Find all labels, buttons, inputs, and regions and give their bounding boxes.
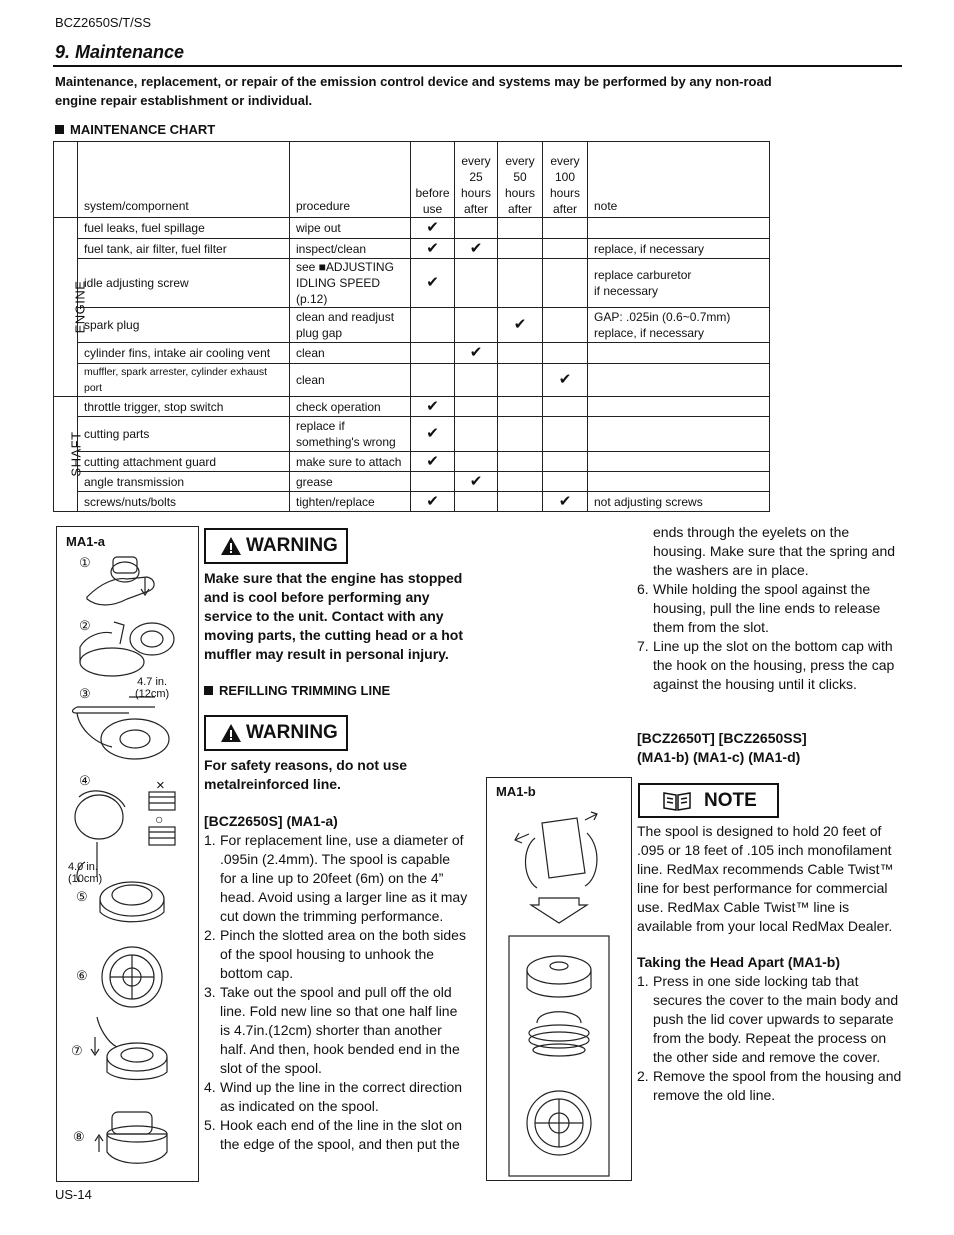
note-text: The spool is designed to hold 20 feet of .095 or 18 feet of .105 inch monofilament line. RedMax recommends Cable Twist™ line for best performance for commercial use. RedMax Cable Twist™ line is available from your local RedMax Dealer.	[637, 823, 894, 934]
check-mark-icon: ✔	[469, 472, 483, 490]
step-item	[204, 1116, 470, 1154]
warning-label: WARNING	[246, 722, 338, 743]
cell-note	[588, 417, 770, 452]
cell-h100	[543, 259, 588, 308]
figure-ma1-a	[56, 526, 199, 1182]
step-number-3: ③	[79, 686, 91, 701]
step-number: 5.	[204, 1117, 216, 1133]
bcz2650t-heading	[637, 729, 807, 767]
figure-label: MA1-a	[66, 534, 106, 549]
step-number-2: ②	[79, 618, 91, 633]
cell-procedure	[290, 452, 411, 472]
dimension-label-4-0in	[68, 861, 102, 885]
continued-paragraph: ends through the eyelets on the housing. Make sure that the spring and the washers are in place.	[653, 524, 896, 578]
cell-system: spark plug	[78, 308, 290, 343]
warning-triangle-icon	[220, 536, 242, 556]
step-text: Remove the spool from the housing and remove the old line.	[653, 1068, 902, 1103]
cell-h50	[498, 308, 543, 343]
cell-system: cutting attachment guard	[78, 452, 290, 472]
cell-procedure-line: inspect/clean	[296, 241, 367, 256]
cell-note-line: if necessary	[594, 284, 659, 298]
square-bullet-icon	[55, 125, 64, 134]
header-line: after	[507, 202, 532, 216]
step-number: 7.	[637, 638, 649, 654]
cell-procedure-line: see ■ADJUSTING	[296, 260, 394, 274]
header-line: 50	[513, 170, 527, 184]
check-mark-icon: ✔	[426, 219, 439, 236]
step-item	[637, 637, 903, 694]
step7-illustration	[91, 1017, 167, 1080]
cell-procedure	[290, 492, 411, 512]
column-header-50-hours	[498, 142, 543, 218]
cell-note-line: GAP: .025in (0.6~0.7mm)	[594, 310, 731, 324]
header-line: 100	[554, 170, 576, 184]
cell-procedure	[290, 308, 411, 343]
cell-h25	[455, 364, 498, 397]
cell-procedure-line: make sure to attach	[296, 454, 402, 469]
column-header-25-hours	[455, 142, 498, 218]
check-mark-icon: ✔	[426, 397, 439, 415]
cell-procedure-line: tighten/replace	[296, 494, 375, 509]
cell-note-line: replace, if necessary	[594, 241, 705, 256]
column-header-before-use	[411, 142, 455, 218]
cell-system: idle adjusting screw	[78, 259, 290, 308]
step-number-1: ①	[79, 555, 91, 570]
bcz2650s-steps	[204, 831, 470, 1154]
check-mark-icon: ✔	[426, 239, 439, 257]
cell-note	[588, 492, 770, 512]
check-mark-icon: ✔	[426, 492, 439, 510]
cell-before	[411, 218, 455, 239]
step3-illustration	[73, 697, 170, 759]
chart-row	[54, 308, 770, 343]
cell-h25	[455, 343, 498, 364]
cell-before	[411, 259, 455, 308]
correct-mark: ○	[155, 811, 164, 827]
header-line: after	[463, 202, 488, 216]
step-number-8: ⑧	[73, 1129, 85, 1144]
cell-note	[588, 218, 770, 239]
cell-before	[411, 472, 455, 492]
cell-before	[411, 492, 455, 512]
cell-procedure	[290, 472, 411, 492]
cell-before	[411, 452, 455, 472]
step-text: Take out the spool and pull off the old line. Fold new line so that one half line is 4.7in.(12cm) shorter than another half. And then, hook bended end in the slot of the spool.	[220, 984, 460, 1076]
step2-illustration	[80, 622, 174, 676]
column-header-system: system/compornent	[78, 142, 290, 218]
column-header-note: note	[588, 142, 770, 218]
step-text: Line up the slot on the bottom cap with the hook on the housing, press the cap against the housing until it clicks.	[653, 638, 895, 692]
warning-box-1	[204, 528, 348, 564]
header-line: every	[550, 154, 580, 168]
cell-h50	[498, 239, 543, 259]
check-mark-icon: ✔	[426, 452, 439, 470]
cell-h50	[498, 492, 543, 512]
cell-h100	[543, 452, 588, 472]
cell-note-line: replace, if necessary	[594, 326, 705, 340]
step-text: Press in one side locking tab that secures the cover to the main body and push the lid cover upwards to separate from the body. Repeat the process on the other side and remove the cover.	[653, 973, 899, 1065]
header-line: use	[422, 202, 443, 216]
step-number-6: ⑥	[76, 968, 88, 983]
check-mark-icon: ✔	[513, 316, 527, 333]
chart-row	[54, 492, 770, 512]
step-number-7: ⑦	[71, 1043, 83, 1058]
cell-h100	[543, 239, 588, 259]
step-item	[204, 926, 470, 983]
step-item	[637, 1067, 905, 1105]
cell-system: angle transmission	[78, 472, 290, 492]
header-line: before	[415, 186, 450, 200]
step-number: 4.	[204, 1079, 216, 1095]
warning-1-text: Make sure that the engine has stopped and is cool before performing any service to the unit. Contact with any moving parts, the cutting head or a hot muffler may result in personal injury.	[204, 570, 464, 662]
step-number-4: ④	[79, 773, 91, 788]
cell-h100	[543, 417, 588, 452]
dim-line: (12cm)	[135, 688, 170, 700]
group-label-engine	[54, 218, 88, 397]
cell-h50	[498, 417, 543, 452]
cell-h100	[543, 343, 588, 364]
check-mark-icon: ✔	[558, 492, 572, 510]
cell-h25	[455, 397, 498, 417]
title-divider	[53, 65, 902, 67]
cell-note-line: replace carburetor	[594, 268, 692, 282]
cell-h50	[498, 397, 543, 417]
square-bullet-icon	[204, 686, 213, 695]
cell-note	[588, 308, 770, 343]
refill-heading-text: REFILLING TRIMMING LINE	[219, 683, 391, 698]
cell-h25	[455, 492, 498, 512]
cell-h50	[498, 364, 543, 397]
cell-h25	[455, 472, 498, 492]
cell-note	[588, 239, 770, 259]
chart-row	[54, 364, 770, 397]
incorrect-mark: ×	[156, 777, 165, 794]
step-text: Hook each end of the line in the slot on the edge of the spool, and then put the	[220, 1117, 463, 1152]
cell-procedure	[290, 417, 411, 452]
cell-note	[588, 397, 770, 417]
cell-procedure-line: replace if	[296, 419, 345, 433]
bcz2650s-heading: [BCZ2650S] (MA1-a)	[204, 813, 338, 829]
cell-procedure	[290, 259, 411, 308]
chart-row	[54, 239, 770, 259]
step-text: For replacement line, use a diameter of .095in (2.4mm). The spool is capable for a line up to 20feet (6m) on the 4” head. Avoid using a larger line as it may cut down the trimming performance.	[220, 832, 468, 924]
chart-heading-text: MAINTENANCE CHART	[70, 122, 216, 137]
cell-before	[411, 364, 455, 397]
cell-h100	[543, 397, 588, 417]
cell-h100	[543, 364, 588, 397]
header-line: 25	[469, 170, 483, 184]
head-apart-heading: Taking the Head Apart (MA1-b)	[637, 954, 841, 970]
cell-h25	[455, 452, 498, 472]
refill-heading	[204, 681, 390, 700]
page-number: US-14	[55, 1187, 92, 1202]
cell-procedure	[290, 239, 411, 259]
chart-row	[54, 259, 770, 308]
step-number-5: ⑤	[76, 889, 88, 904]
cell-h100	[543, 218, 588, 239]
heading-line: [BCZ2650T] [BCZ2650SS]	[637, 730, 807, 746]
cell-h25	[455, 308, 498, 343]
group-label-shaft	[54, 397, 84, 512]
cell-h25	[455, 259, 498, 308]
note-label: NOTE	[704, 789, 757, 811]
cell-procedure-line: clean and readjust	[296, 310, 395, 324]
chart-row	[54, 452, 770, 472]
warning-label: WARNING	[246, 535, 338, 556]
check-mark-icon: ✔	[469, 344, 483, 361]
chart-row	[54, 472, 770, 492]
head-apart-illustrations	[487, 778, 631, 1180]
cell-system: throttle trigger, stop switch	[78, 397, 290, 417]
step-item	[204, 831, 470, 926]
cell-before	[411, 343, 455, 364]
cell-h100	[543, 472, 588, 492]
note-box	[638, 783, 779, 818]
section-title: 9. Maintenance	[55, 42, 185, 62]
check-mark-icon: ✔	[558, 371, 572, 388]
header-line: hours	[549, 186, 581, 200]
cell-h50	[498, 218, 543, 239]
cell-note	[588, 452, 770, 472]
step-text: Wind up the line in the correct direction as indicated on the spool.	[220, 1079, 463, 1114]
column-header-100-hours	[543, 142, 588, 218]
cell-procedure	[290, 218, 411, 239]
dim-line: 4.0 in.	[68, 861, 98, 873]
step-item	[637, 580, 903, 637]
cell-note	[588, 259, 770, 308]
cell-h25	[455, 239, 498, 259]
chart-row	[54, 397, 770, 417]
cell-procedure-line: something's wrong	[296, 435, 396, 449]
check-mark-icon: ✔	[426, 274, 439, 291]
header-line: hours	[460, 186, 492, 200]
cell-note	[588, 343, 770, 364]
step-item	[637, 972, 905, 1067]
maintenance-chart-table	[53, 141, 770, 512]
column-header-procedure: procedure	[290, 142, 411, 218]
cell-system: cutting parts	[78, 417, 290, 452]
step-number: 1.	[637, 973, 649, 989]
group-header-cell	[54, 142, 78, 218]
step-number: 2.	[637, 1068, 649, 1084]
step-number: 1.	[204, 832, 216, 848]
cell-note	[588, 472, 770, 492]
cell-h100	[543, 492, 588, 512]
chart-row	[54, 343, 770, 364]
cell-procedure-line: IDLING SPEED (p.12)	[296, 276, 381, 306]
cell-system: fuel leaks, fuel spillage	[78, 218, 290, 239]
chart-body	[54, 218, 770, 512]
cell-procedure-line: clean	[296, 373, 325, 387]
step8-illustration	[95, 1112, 167, 1163]
cell-procedure-line: wipe out	[296, 221, 341, 235]
cell-before	[411, 417, 455, 452]
cell-note-line: not adjusting screws	[594, 494, 703, 509]
step-text: Pinch the slotted area on the both sides of the spool housing to unhook the bottom cap.	[220, 927, 466, 981]
cell-h25	[455, 218, 498, 239]
header-line: every	[505, 154, 535, 168]
step-item	[204, 983, 470, 1078]
cell-procedure	[290, 397, 411, 417]
cell-before	[411, 308, 455, 343]
head-apart-steps	[637, 972, 905, 1105]
cell-procedure-line: grease	[296, 474, 333, 489]
header-line: hours	[504, 186, 536, 200]
check-mark-icon: ✔	[469, 239, 483, 257]
dim-line: (10cm)	[68, 873, 103, 885]
dimension-label-4-7in	[135, 676, 169, 700]
header-line: after	[552, 202, 577, 216]
figure-ma1-b	[486, 777, 632, 1181]
cell-h50	[498, 472, 543, 492]
cell-h100	[543, 308, 588, 343]
step-number: 6.	[637, 581, 649, 597]
figure-label: MA1-b	[496, 784, 536, 799]
cell-before	[411, 239, 455, 259]
warning-triangle-icon	[220, 723, 242, 743]
cell-note	[588, 364, 770, 397]
step1-illustration	[87, 557, 154, 605]
cell-h50	[498, 259, 543, 308]
cell-h50	[498, 343, 543, 364]
cell-procedure-line: plug gap	[296, 326, 343, 340]
chart-header-row	[54, 142, 770, 218]
group-label-text: SHAFT	[68, 431, 84, 477]
chart-row	[54, 218, 770, 239]
cell-h25	[455, 417, 498, 452]
cell-h50	[498, 452, 543, 472]
cell-procedure	[290, 343, 411, 364]
intro-paragraph: Maintenance, replacement, or repair of the emission control device and systems may be performed by any non-road engine repair establishment or individual.	[55, 74, 772, 108]
cell-procedure-line: clean	[296, 346, 325, 360]
step-number: 2.	[204, 927, 216, 943]
cell-system: screws/nuts/bolts	[78, 492, 290, 512]
step-number: 3.	[204, 984, 216, 1000]
model-number: BCZ2650S/T/SS	[55, 15, 152, 30]
open-book-note-icon	[662, 790, 692, 812]
warning-2-text: For safety reasons, do not use metalreinforced line.	[204, 757, 408, 792]
step6-illustration	[102, 947, 162, 1007]
dim-line: 4.7 in.	[137, 676, 168, 688]
step-text: While holding the spool against the housing, pull the line ends to release them from the slot.	[653, 581, 881, 635]
chart-row	[54, 417, 770, 452]
maintenance-chart-heading	[55, 122, 215, 137]
step-item	[204, 1078, 470, 1116]
cell-system: muffler, spark arrester, cylinder exhaust port	[78, 364, 290, 397]
check-mark-icon: ✔	[426, 425, 439, 442]
continued-steps	[637, 580, 903, 694]
cell-procedure	[290, 364, 411, 397]
group-label-text: ENGINE	[72, 280, 88, 334]
heading-line: (MA1-b) (MA1-c) (MA1-d)	[637, 749, 801, 765]
cell-system: cylinder fins, intake air cooling vent	[78, 343, 290, 364]
cell-procedure-line: check operation	[296, 399, 381, 414]
cell-system: fuel tank, air filter, fuel filter	[78, 239, 290, 259]
cell-before	[411, 397, 455, 417]
header-line: every	[461, 154, 491, 168]
warning-box-2	[204, 715, 348, 751]
